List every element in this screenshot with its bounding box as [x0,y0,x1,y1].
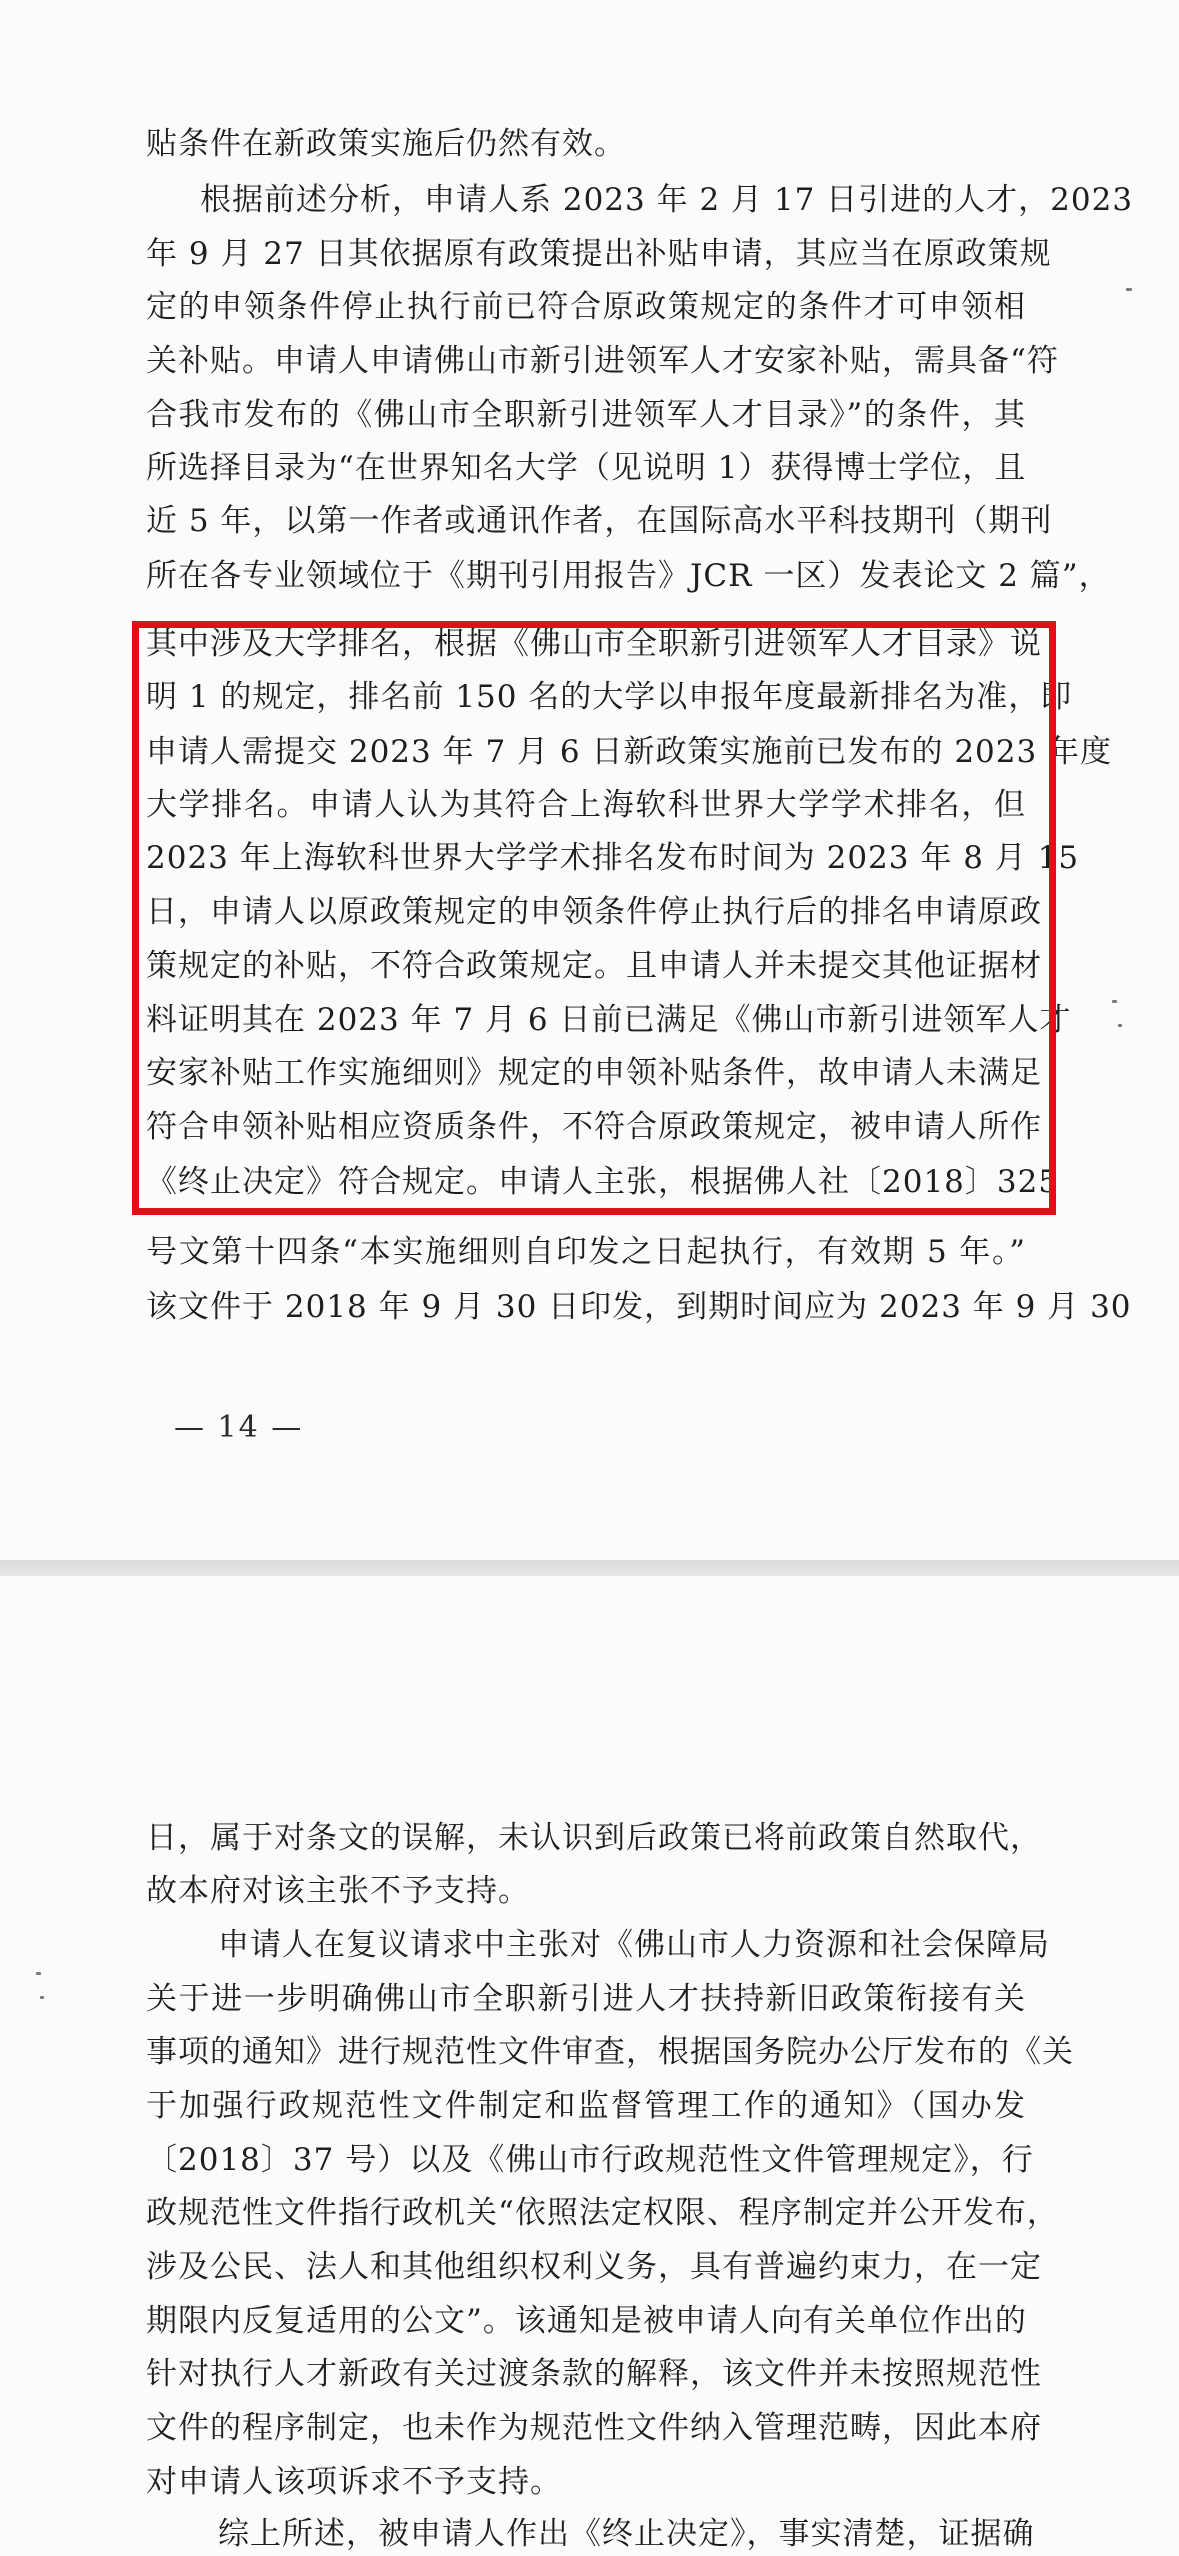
text-line: 申请人在复议请求中主张对《佛山市人力资源和社会保障局 [218,1927,1050,1963]
text-line: 〔2018〕37 号）以及《佛山市行政规范性文件管理规定》，行 [146,2142,1034,2178]
text-line: 所选择目录为“在世界知名大学（见说明 1）获得博士学位，且 [146,450,1027,486]
text-line: 政规范性文件指行政机关“依照法定权限、程序制定并公开发布， [146,2195,1059,2231]
text-line: 其中涉及大学排名，根据《佛山市全职新引进领军人才目录》说 [146,626,1042,662]
text-line: 根据前述分析，申请人系 2023 年 2 月 17 日引进的人才，2023 [200,182,1134,218]
text-line: 贴条件在新政策实施后仍然有效。 [146,126,626,162]
scan-speck [36,1972,41,1975]
text-line: 所在各专业领域位于《期刊引用报告》JCR 一区）发表论文 2 篇”， [146,558,1111,594]
text-line: 号文第十四条“本实施细则自印发之日起执行，有效期 5 年。” [146,1234,1026,1270]
text-line: 明 1 的规定，排名前 150 名的大学以申报年度最新排名为准，即 [146,679,1073,715]
text-line: 对申请人该项诉求不予支持。 [146,2464,562,2500]
text-line: 日，属于对条文的误解，未认识到后政策已将前政策自然取代， [146,1820,1042,1856]
text-line: 涉及公民、法人和其他组织权利义务，具有普遍约束力，在一定 [146,2249,1042,2285]
text-line: 定的申领条件停止执行前已符合原政策规定的条件才可申领相 [146,289,1026,325]
text-line: 安家补贴工作实施细则》规定的申领补贴条件，故申请人未满足 [146,1055,1042,1091]
text-line: 料证明其在 2023 年 7 月 6 日前已满足《佛山市新引进领军人才 [146,1002,1072,1038]
text-line: 近 5 年，以第一作者或通讯作者，在国际高水平科技期刊（期刊 [146,503,1053,539]
scan-speck [1126,288,1132,291]
text-line: 符合申领补贴相应资质条件，不符合原政策规定，被申请人所作 [146,1109,1042,1145]
text-line: 《终止决定》符合规定。申请人主张，根据佛人社〔2018〕325 [146,1164,1060,1200]
text-line: 文件的程序制定，也未作为规范性文件纳入管理范畴，因此本府 [146,2410,1042,2446]
text-line: 策规定的补贴，不符合政策规定。且申请人并未提交其他证据材 [146,948,1042,984]
text-line: 于加强行政规范性文件制定和监督管理工作的通知》（国办发 [146,2088,1026,2124]
text-line: 故本府对该主张不予支持。 [146,1873,530,1909]
page-separator [0,1560,1179,1576]
text-line: 综上所述，被申请人作出《终止决定》，事实清楚，证据确 [218,2516,1035,2552]
text-line: 年 9 月 27 日其依据原有政策提出补贴申请，其应当在原政策规 [146,236,1052,272]
text-line: 合我市发布的《佛山市全职新引进领军人才目录》”的条件，其 [146,397,1026,433]
text-line: 关于进一步明确佛山市全职新引进人才扶持新旧政策衔接有关 [146,1981,1026,2017]
red-highlight-box [132,621,1113,1215]
scan-speck [1112,1000,1117,1003]
text-line: 期限内反复适用的公文”。该通知是被申请人向有关单位作出的 [146,2303,1027,2339]
text-line: 2023 年上海软科世界大学学术排名发布时间为 2023 年 8 月 15 [146,840,1080,876]
text-line: 申请人需提交 2023 年 7 月 6 日新政策实施前已发布的 2023 年度 [146,734,1113,770]
document-page-15 [0,1576,1179,2556]
text-line: 事项的通知》进行规范性文件审查，根据国务院办公厅发布的《关 [146,2034,1074,2070]
text-line: 该文件于 2018 年 9 月 30 日印发，到期时间应为 2023 年 9 月 30 [146,1289,1132,1325]
text-line: 针对执行人才新政有关过渡条款的解释，该文件并未按照规范性 [146,2356,1042,2392]
text-line: 日，申请人以原政策规定的申领条件停止执行后的排名申请原政 [146,894,1042,930]
scan-speck [1118,1024,1122,1027]
text-line: 大学排名。申请人认为其符合上海软科世界大学学术排名，但 [146,787,1026,823]
scan-speck [40,1996,44,1999]
text-line: 关补贴。申请人申请佛山市新引进领军人才安家补贴，需具备“符 [146,343,1059,379]
page-number: — 14 — [174,1410,304,1445]
